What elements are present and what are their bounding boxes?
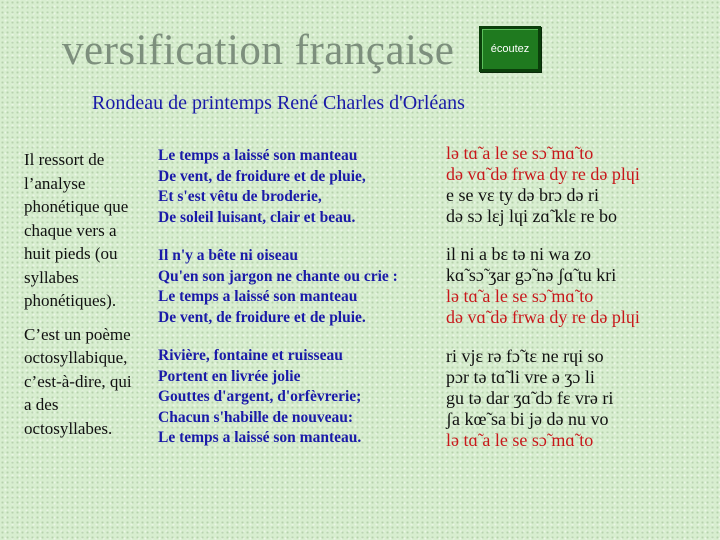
phonetic-line: ri vjɛ rə fɔ̃ tɛ ne rɥi so (446, 346, 604, 366)
note-line: chaque vers a (24, 220, 117, 240)
phonetic-stanza-1 (446, 143, 640, 227)
note-line: Il ressort de (24, 150, 105, 169)
poem-text (158, 146, 398, 449)
poem-line: Et s'est vêtu de broderie, (158, 188, 322, 205)
note-line: octosyllabique, (24, 348, 128, 367)
note-paragraph-1 (24, 148, 132, 313)
note-line: huit pieds (ou (24, 244, 118, 263)
poem-line: Chacun s'habille de nouveau: (158, 408, 354, 426)
poem-line: De vent, de froidure et de pluie, (158, 167, 366, 185)
poem-line: Le temps a laissé son manteau (158, 288, 358, 305)
phonetic-line-refrain: lə tɑ̃ a le se sɔ̃ mɑ̃ to (446, 143, 594, 163)
note-line: c’est-à-dire, qui (24, 371, 132, 391)
page-title: versification française (62, 27, 455, 74)
poem-line: Rivière, fontaine et ruisseau (158, 347, 343, 364)
listen-button-label: écoutez (490, 43, 530, 55)
note-line: l’analyse (24, 173, 86, 193)
phonetic-line-refrain: də vɑ̃ də frwa dy re də plɥi (446, 164, 640, 184)
phonetic-transcription (446, 143, 640, 451)
poem-line: Il n'y a bête ni oiseau (158, 247, 298, 264)
note-line: C’est un poème (24, 324, 131, 344)
note-line: a des (24, 395, 59, 414)
note-line: octosyllabes. (24, 418, 113, 438)
poem-line: Gouttes d'argent, d'orfèvrerie; (158, 388, 362, 405)
phonetic-line: də sɔ lɛj lɥi zɑ̃ klɛ re bo (446, 206, 617, 226)
phonetic-line: pɔr tə tɑ̃ li vre ə ʒɔ li (446, 367, 595, 387)
poem-subtitle: Rondeau de printemps René Charles d'Orléans (92, 92, 465, 114)
poem-line: De vent, de froidure et de pluie. (158, 308, 366, 326)
listen-button[interactable] (479, 26, 541, 72)
poem-stanza-3 (158, 346, 398, 449)
analysis-note (24, 148, 132, 440)
phonetic-line: il ni a bɛ tə ni wa zo (446, 244, 592, 264)
phonetic-line: kɑ̃ sɔ̃ ʒar gɔ̃ nə ʃɑ̃ tu kri (446, 265, 617, 285)
phonetic-line: e se vɛ ty də brɔ də ri (446, 185, 599, 205)
poem-stanza-1 (158, 146, 398, 228)
poem-line: De soleil luisant, clair et beau. (158, 208, 356, 226)
phonetic-stanza-2 (446, 244, 640, 328)
poem-line: Qu'en son jargon ne chante ou crie : (158, 267, 398, 285)
note-paragraph-2 (24, 323, 132, 441)
poem-line: Le temps a laissé son manteau (158, 147, 358, 164)
note-line: phonétique que (24, 197, 129, 216)
poem-line: Le temps a laissé son manteau. (158, 429, 362, 446)
poem-line: Portent en livrée jolie (158, 367, 301, 385)
phonetic-line-refrain: lə tɑ̃ a le se sɔ̃ mɑ̃ to (446, 430, 594, 450)
phonetic-stanza-3 (446, 346, 640, 451)
phonetic-line: gu tə dar ʒɑ̃ dɔ fɛ vrə ri (446, 388, 614, 408)
note-line: syllabes (24, 267, 79, 287)
note-line: phonétiques). (24, 291, 117, 310)
poem-stanza-2 (158, 246, 398, 328)
phonetic-line-refrain: də vɑ̃ də frwa dy re də plɥi (446, 307, 640, 327)
phonetic-line: ʃa kœ̃ sa bi jə də nu vo (446, 409, 609, 429)
phonetic-line-refrain: lə tɑ̃ a le se sɔ̃ mɑ̃ to (446, 286, 594, 306)
